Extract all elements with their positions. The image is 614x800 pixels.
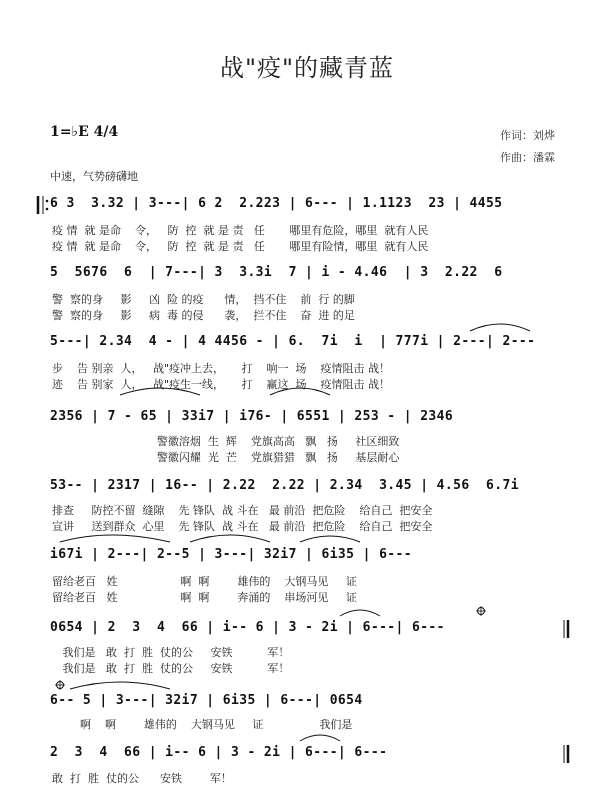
lyric-row-2-verse-1: 警 察的身 影 凶 险 的疫 情， 挡不住 前 行 的脚	[52, 293, 355, 306]
lyric-row-3-verse-1: 步 告 别亲 人， 战"疫冲上去， 打 响一 场 疫情阻击 战！	[52, 362, 390, 375]
lyric-row-3-verse-2: 迹 告 别家 人， 战"疫生一线， 打 赢这 场 疫情阻击 战！	[52, 378, 390, 391]
notation-row-1: 6 3 3.32 | 3---| 6 2 2.223 | 6--- | 1.1123 23 | 4455	[50, 196, 503, 211]
notation-row-5: 53-- | 2317 | 16-- | 2.22 2.22 | 2.34 3.45 | 4.56 6.7i	[50, 478, 519, 493]
notation-row-4: 2356 | 7 - 65 | 33i7 | i76- | 6551 | 253 - | 2346	[50, 409, 454, 424]
tie-mark	[300, 536, 360, 542]
slur-mark	[340, 610, 380, 616]
lyric-row-1-verse-1: 疫 情 就 是命 令， 防 控 就 是 责 任 哪里有危险，哪里 就有人民	[52, 224, 429, 237]
lyric-row-6-verse-2: 留给老百 姓 啊 啊 奔涌的 串场河见 证	[52, 591, 357, 604]
lyric-row-6-verse-1: 留给老百 姓 啊 啊 雄伟的 大钢马见 证	[52, 575, 357, 588]
repeat-dot	[46, 208, 49, 211]
lyric-row-9: 敢 打 胜 仗的公 安铁 军！	[52, 772, 232, 785]
notation-row-9: 2 3 4 66 | i-- 6 | 3 - 2i | 6---| 6---	[50, 745, 388, 760]
lyric-row-4-verse-1: 警徽溶烟 生 辉 党旗高高 飘 扬 社区细致	[52, 435, 400, 448]
slur-mark	[270, 388, 330, 395]
lyric-row-7-verse-2: 我们是 敢 打 胜 仗的公 安铁 军！	[52, 662, 290, 675]
lyric-row-5-verse-2: 宣讲 送到群众 心里 先 锋队 战 斗在 最 前沿 把危险 给自己 把安全	[52, 520, 433, 533]
lyric-row-2-verse-2: 警 察的身 影 病 毒 的侵 袭， 拦不住 奋 进 的足	[52, 309, 355, 322]
lyric-row-4-verse-2: 警徽闪耀 光 芒 党旗猎猎 飘 扬 基层耐心	[52, 451, 400, 464]
repeat-dot	[46, 200, 49, 203]
key-signature: 1=♭E 4/4	[50, 124, 119, 140]
tempo-marking: 中速，气势磅礴地	[50, 170, 138, 183]
notation-row-2: 5 5676 6 | 7---| 3 3.3i 7 | i - 4.46 | 3 2.22 6	[50, 265, 503, 280]
coda-sign	[476, 606, 486, 616]
lyricist-credit: 作词：刘烨	[500, 129, 555, 142]
notation-row-3: 5---| 2.34 4 - | 4 4456 - | 6. 7i i | 777i | 2---| 2---	[50, 334, 536, 349]
slur-mark	[300, 735, 340, 741]
song-title: 战"疫"的藏青蓝	[219, 54, 395, 82]
coda-sign	[55, 680, 65, 690]
composer-credit: 作曲：潘霖	[500, 151, 555, 164]
tie-mark	[70, 682, 170, 689]
lyric-row-1-verse-2: 疫 情 就 是命 令， 防 控 就 是 责 任 哪里有险情，哪里 就有人民	[52, 240, 429, 253]
lyric-row-8: 啊 啊 雄伟的 大钢马见 证 我们是	[52, 718, 353, 731]
notation-row-7: 0654 | 2 3 4 66 | i-- 6 | 3 - 2i | 6---| 6---	[50, 620, 445, 635]
tie-mark	[190, 535, 270, 542]
tie-mark	[60, 535, 170, 542]
lyric-row-5-verse-1: 排查 防控不留 缝隙 先 锋队 战 斗在 最 前沿 把危险 给自己 把安全	[52, 504, 433, 517]
slur-mark	[120, 388, 200, 395]
notation-row-8: 6-- 5 | 3---| 32i7 | 6i35 | 6---| 0654	[50, 693, 363, 708]
notation-row-6: i67i | 2---| 2--5 | 3---| 32i7 | 6i35 | 6---	[50, 547, 412, 562]
lyric-row-7-verse-1: 我们是 敢 打 胜 仗的公 安铁 军！	[52, 646, 290, 659]
tie-mark	[470, 324, 530, 331]
